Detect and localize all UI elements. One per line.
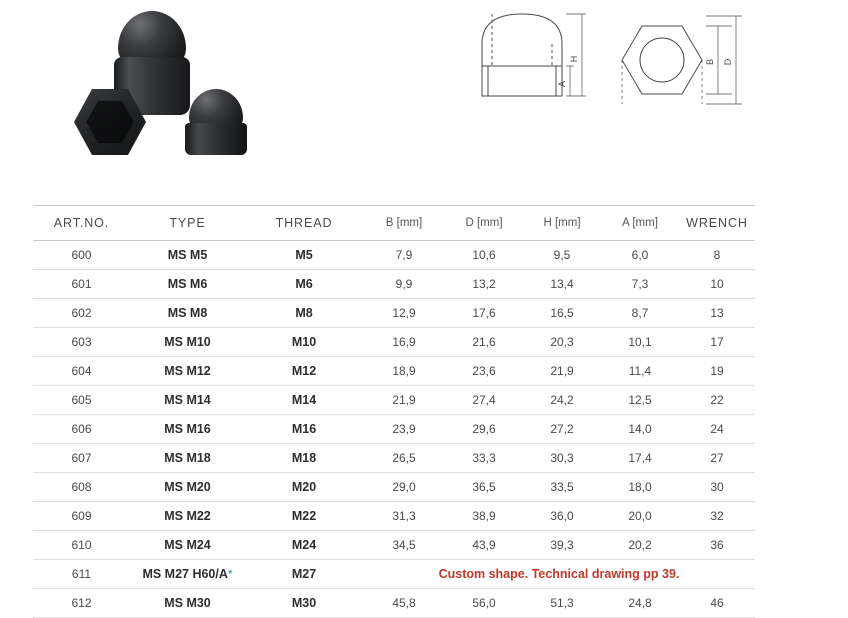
product-illustration-area [0,0,848,190]
column-header-a: A [mm] [601,206,679,241]
cell-thread: M27 [245,560,363,589]
hex-view-outline [622,26,702,94]
side-view-outline [482,14,562,96]
cell-type: MS M14 [130,386,245,415]
cell-b: 21,9 [363,386,445,415]
cell-h: 21,9 [523,357,601,386]
cap-nut-small [185,89,247,155]
cell-d: 21,6 [445,328,523,357]
technical-drawing-svg [470,4,750,124]
cell-type: MS M10 [130,328,245,357]
cell-type: MS M22 [130,502,245,531]
cell-a: 11,4 [601,357,679,386]
technical-drawing [470,4,750,124]
cell-d: 56,0 [445,589,523,618]
table-header [33,206,755,241]
cell-art-no: 601 [33,270,130,299]
cell-thread: M14 [245,386,363,415]
cell-a: 8,7 [601,299,679,328]
cell-thread: M5 [245,241,363,270]
table-row [33,415,755,444]
cell-b: 29,0 [363,473,445,502]
cell-a: 20,2 [601,531,679,560]
cell-type: MS M6 [130,270,245,299]
cell-a: 10,1 [601,328,679,357]
cap-nut-hex-face [74,89,146,155]
table-row [33,241,755,270]
product-photo [30,5,260,165]
cell-wrench: 22 [679,386,755,415]
cell-type-label: MS M27 H60/A [142,567,228,581]
cell-art-no: 608 [33,473,130,502]
table-row [33,270,755,299]
cell-thread: M16 [245,415,363,444]
cap-skirt [185,123,247,155]
cell-d: 33,3 [445,444,523,473]
cell-a: 12,5 [601,386,679,415]
dim-label-a: A [557,80,567,88]
column-header-art-no: ART.NO. [33,206,130,241]
table-header-row [33,206,755,241]
cell-d: 23,6 [445,357,523,386]
cell-d: 27,4 [445,386,523,415]
column-header-wrench: WRENCH [679,206,755,241]
cell-type: MS M20 [130,473,245,502]
cell-thread: M12 [245,357,363,386]
cell-type: MS M12 [130,357,245,386]
cell-art-no: 607 [33,444,130,473]
cell-h: 27,2 [523,415,601,444]
table-row [33,473,755,502]
cell-art-no: 603 [33,328,130,357]
cell-custom-note: Custom shape. Technical drawing pp 39. [363,560,755,589]
cell-art-no: 606 [33,415,130,444]
table-row [33,531,755,560]
cell-wrench: 8 [679,241,755,270]
cell-h: 9,5 [523,241,601,270]
cell-h: 20,3 [523,328,601,357]
column-header-d: D [mm] [445,206,523,241]
table-row [33,299,755,328]
table-row-custom [33,560,755,589]
cell-type: MS M5 [130,241,245,270]
cell-wrench: 27 [679,444,755,473]
cell-h: 36,0 [523,502,601,531]
hex-view-circle [640,38,684,82]
column-header-b: B [mm] [363,206,445,241]
cell-type: MS M16 [130,415,245,444]
cell-type: MS M30 [130,589,245,618]
dim-ext-h [566,14,586,96]
cell-art-no: 610 [33,531,130,560]
cell-a: 14,0 [601,415,679,444]
cell-d: 43,9 [445,531,523,560]
cell-a: 7,3 [601,270,679,299]
cell-wrench: 24 [679,415,755,444]
cell-h: 33,5 [523,473,601,502]
hex-face [74,89,146,155]
cell-a: 18,0 [601,473,679,502]
table-body [33,241,755,618]
cell-b: 7,9 [363,241,445,270]
cell-type [130,560,245,589]
cell-d: 17,6 [445,299,523,328]
cell-thread: M18 [245,444,363,473]
cell-a: 24,8 [601,589,679,618]
cell-h: 13,4 [523,270,601,299]
cell-art-no: 612 [33,589,130,618]
cell-h: 16,5 [523,299,601,328]
cell-b: 18,9 [363,357,445,386]
table-row [33,502,755,531]
cell-wrench: 46 [679,589,755,618]
cell-thread: M24 [245,531,363,560]
cell-d: 10,6 [445,241,523,270]
cell-b: 31,3 [363,502,445,531]
cell-a: 20,0 [601,502,679,531]
cell-thread: M20 [245,473,363,502]
cell-b: 12,9 [363,299,445,328]
cell-thread: M8 [245,299,363,328]
cell-wrench: 13 [679,299,755,328]
spec-table [33,205,755,618]
column-header-thread: THREAD [245,206,363,241]
cell-art-no: 605 [33,386,130,415]
cell-thread: M10 [245,328,363,357]
dim-label-h: H [569,55,579,63]
cell-type: MS M8 [130,299,245,328]
cell-wrench: 17 [679,328,755,357]
cell-type: MS M18 [130,444,245,473]
cell-a: 17,4 [601,444,679,473]
cell-thread: M30 [245,589,363,618]
cell-wrench: 10 [679,270,755,299]
dim-label-b: B [705,58,715,66]
cell-d: 36,5 [445,473,523,502]
cell-wrench: 30 [679,473,755,502]
cell-art-no: 600 [33,241,130,270]
cell-art-no: 602 [33,299,130,328]
cell-b: 9,9 [363,270,445,299]
cell-b: 16,9 [363,328,445,357]
table-row [33,357,755,386]
cell-a: 6,0 [601,241,679,270]
table-row [33,328,755,357]
cell-d: 13,2 [445,270,523,299]
cell-h: 39,3 [523,531,601,560]
table-row [33,589,755,618]
cell-h: 30,3 [523,444,601,473]
cell-b: 26,5 [363,444,445,473]
footnote-star: * [227,567,233,581]
cell-wrench: 36 [679,531,755,560]
column-header-h: H [mm] [523,206,601,241]
cell-wrench: 19 [679,357,755,386]
cell-d: 38,9 [445,502,523,531]
cell-d: 29,6 [445,415,523,444]
table-row [33,444,755,473]
cell-h: 24,2 [523,386,601,415]
cell-art-no: 604 [33,357,130,386]
cell-art-no: 611 [33,560,130,589]
cell-h: 51,3 [523,589,601,618]
table-row [33,386,755,415]
spec-table-wrapper [33,205,755,618]
cell-thread: M6 [245,270,363,299]
dim-label-d: D [723,58,733,66]
cell-b: 34,5 [363,531,445,560]
cell-b: 45,8 [363,589,445,618]
cell-thread: M22 [245,502,363,531]
cell-art-no: 609 [33,502,130,531]
cell-type: MS M24 [130,531,245,560]
cell-wrench: 32 [679,502,755,531]
column-header-type: TYPE [130,206,245,241]
cell-b: 23,9 [363,415,445,444]
